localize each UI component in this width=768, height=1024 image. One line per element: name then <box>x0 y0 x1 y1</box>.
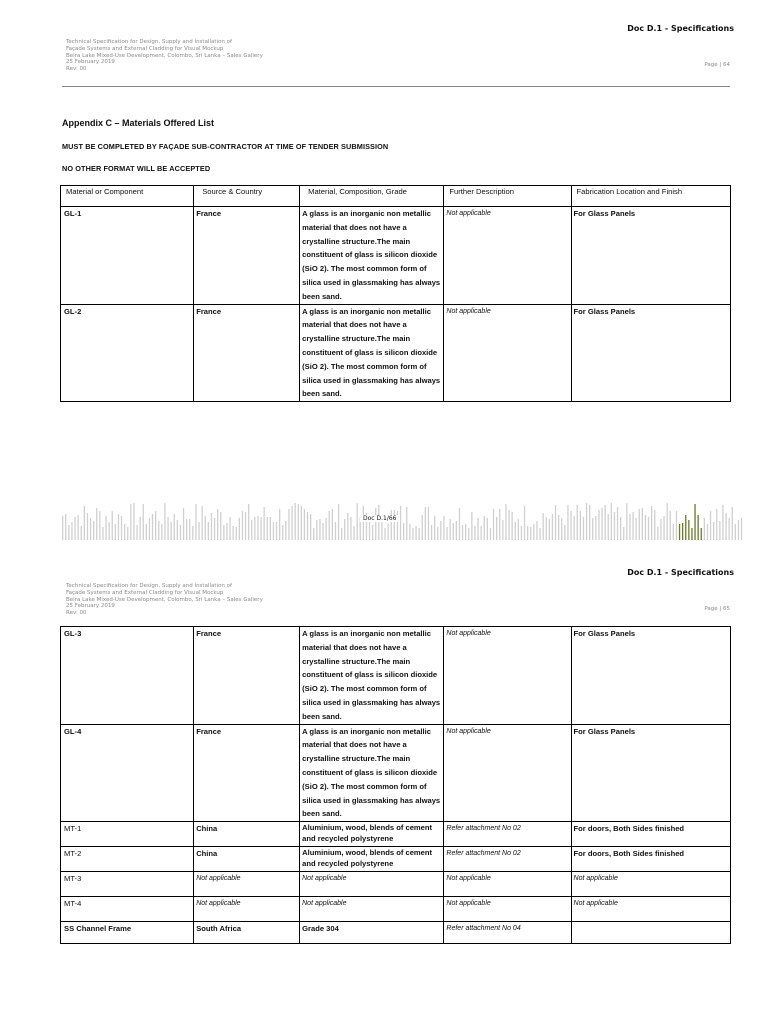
page-thumb-bar[interactable] <box>431 525 432 540</box>
page-thumb-bar[interactable] <box>632 512 633 540</box>
composition: Not applicable <box>300 872 444 897</box>
page-thumb-bar[interactable] <box>515 522 516 540</box>
page-thumb-bar[interactable] <box>211 513 212 540</box>
page-thumb-bar[interactable] <box>171 522 172 540</box>
page-thumb-bar[interactable] <box>453 523 454 540</box>
page-thumb-bar[interactable] <box>183 508 184 540</box>
composition: A glass is an inorganic non metallic material that does not have a crystalline structure.The main constituent of glass is silicon dioxide (SiO 2). The most common form of silica used in glassmaking has always been sand. <box>300 304 444 402</box>
page-thumb-bar[interactable] <box>223 525 224 540</box>
source-country: France <box>194 304 300 402</box>
page-thumb-bar[interactable] <box>592 518 593 540</box>
page-thumb-bar[interactable] <box>167 517 168 540</box>
page-thumb-bar[interactable] <box>81 526 82 540</box>
doc-title: Doc D.1 - Specifications <box>627 24 734 33</box>
page-thumb-bar[interactable] <box>99 511 100 540</box>
page-thumb-bar[interactable] <box>707 524 708 540</box>
meta-line: Technical Specification for Design, Supply and Installation of <box>66 583 232 589</box>
page-thumb-bar[interactable] <box>112 511 113 540</box>
page-thumb-bar[interactable] <box>524 506 525 540</box>
page-thumb-bar[interactable] <box>710 511 711 540</box>
meta-line: 25 February 2019 <box>66 603 115 610</box>
page-thumb-bar[interactable] <box>257 516 258 540</box>
page-thumb-bar[interactable] <box>685 515 686 540</box>
page-thumb-bar[interactable] <box>657 527 658 540</box>
page-thumb-bar[interactable] <box>722 505 723 540</box>
column-header: Material, Composition, Grade <box>300 186 444 207</box>
page-thumb-bar[interactable] <box>146 524 147 540</box>
page-thumb-bar[interactable] <box>499 509 500 540</box>
meta-line: Façade Systems and External Cladding for Visual Mockup <box>66 45 224 52</box>
page-thumb-bar[interactable] <box>264 507 265 540</box>
page-thumb-bar[interactable] <box>428 507 429 540</box>
page-thumb-bar[interactable] <box>347 513 348 540</box>
page-thumb-bar[interactable] <box>595 516 596 540</box>
page-thumb-bar[interactable] <box>152 514 153 540</box>
meta-line: Façade Systems and External Cladding for Visual Mockup <box>66 589 224 596</box>
further-description: Refer attachment No 04 <box>444 922 571 944</box>
page-thumb-bar[interactable] <box>639 509 640 540</box>
page-thumb-bar[interactable] <box>623 527 624 540</box>
page-thumb-bar[interactable] <box>273 522 274 540</box>
column-header: Material or Component <box>61 186 194 207</box>
source-country: Not applicable <box>194 872 300 897</box>
page-thumb-bar[interactable] <box>375 508 376 540</box>
page-thumb-bar[interactable] <box>109 522 110 540</box>
page-thumb-bar[interactable] <box>713 522 714 540</box>
further-description: Refer attachment No 02 <box>444 822 571 847</box>
page-number: Page | 64 <box>704 62 730 68</box>
page-thumb-bar[interactable] <box>741 518 742 540</box>
page-thumbnail-strip[interactable] <box>62 490 746 540</box>
page-thumb-bar[interactable] <box>267 517 268 540</box>
fabrication-finish: Not applicable <box>571 872 730 897</box>
page-thumb-bar[interactable] <box>446 527 447 540</box>
composition: Not applicable <box>300 897 444 922</box>
page-thumb-bar[interactable] <box>254 517 255 540</box>
page-thumb-bar[interactable] <box>440 521 441 540</box>
page-thumb-bar[interactable] <box>288 509 289 540</box>
fabrication-finish: For doors, Both Sides finished <box>571 822 730 847</box>
material-code: GL-3 <box>61 627 194 725</box>
page-thumb-bar[interactable] <box>350 517 351 540</box>
material-code: MT-2 <box>61 847 194 872</box>
page-thumb-bar[interactable] <box>130 504 131 540</box>
page-thumb-bar[interactable] <box>127 527 128 540</box>
page-thumb-bar[interactable] <box>676 511 677 540</box>
page-thumb-bar[interactable] <box>236 527 237 540</box>
page-thumb-bar[interactable] <box>502 520 503 540</box>
page-thumb-bar[interactable] <box>732 507 733 540</box>
page-thumb-bar[interactable] <box>384 528 385 540</box>
page-thumb-bar[interactable] <box>198 522 199 540</box>
page-thumb-bar[interactable] <box>462 525 463 540</box>
table-row <box>61 304 731 402</box>
page-thumb-bar[interactable] <box>164 503 165 540</box>
page-thumb-bar[interactable] <box>381 522 382 540</box>
page-thumb-bar[interactable] <box>645 515 646 540</box>
page-thumb-bar[interactable] <box>149 518 150 540</box>
page-thumb-bar[interactable] <box>558 515 559 540</box>
page-thumb-bar[interactable] <box>285 521 286 540</box>
page-thumb-bar[interactable] <box>577 505 578 540</box>
column-header: Fabrication Location and Finish <box>571 186 730 207</box>
material-code: MT-4 <box>61 897 194 922</box>
page-thumb-bar[interactable] <box>341 528 342 540</box>
page-thumb-bar[interactable] <box>543 513 544 540</box>
page-thumb-bar[interactable] <box>344 519 345 540</box>
page-number: Page | 65 <box>704 606 730 612</box>
page-thumb-bar[interactable] <box>555 505 556 540</box>
page-thumb-bar[interactable] <box>493 509 494 540</box>
page-thumb-bar[interactable] <box>583 517 584 540</box>
page-thumb-bar[interactable] <box>719 521 720 540</box>
page-thumb-bar[interactable] <box>133 503 134 540</box>
material-code: MT-3 <box>61 872 194 897</box>
table-row <box>61 627 731 725</box>
page-thumb-bar[interactable] <box>651 506 652 540</box>
page-thumb-bar[interactable] <box>738 520 739 540</box>
format-note: NO OTHER FORMAT WILL BE ACCEPTED <box>62 164 211 173</box>
page-thumb-bar[interactable] <box>437 527 438 540</box>
page-thumb-bar[interactable] <box>496 517 497 540</box>
table-row <box>61 872 731 897</box>
page-thumb-bar[interactable] <box>65 514 66 540</box>
doc-title: Doc D.1 - Specifications <box>627 568 734 577</box>
page-thumb-bar[interactable] <box>477 518 478 540</box>
page-thumb-bar[interactable] <box>561 518 562 540</box>
page-thumb-bar[interactable] <box>701 528 702 540</box>
page-thumb-bar[interactable] <box>192 526 193 540</box>
page-thumb-bar[interactable] <box>208 522 209 540</box>
page-thumb-bar[interactable] <box>229 517 230 540</box>
page-thumb-bar[interactable] <box>353 526 354 540</box>
page-thumb-bar[interactable] <box>614 512 615 540</box>
page-thumb-bar[interactable] <box>505 504 506 540</box>
page-thumb-bar[interactable] <box>598 510 599 540</box>
page-thumb-bar[interactable] <box>512 512 513 540</box>
further-description: Not applicable <box>444 724 571 822</box>
page-thumb-bar[interactable] <box>729 518 730 540</box>
page-thumb-bar[interactable] <box>549 519 550 540</box>
page-thumb-bar[interactable] <box>291 506 292 540</box>
fabrication-finish: Not applicable <box>571 897 730 922</box>
page-thumb-bar[interactable] <box>465 524 466 540</box>
page-thumb-bar[interactable] <box>490 528 491 540</box>
page-thumb-bar[interactable] <box>363 506 364 540</box>
page-thumb-bar[interactable] <box>177 520 178 540</box>
further-description: Not applicable <box>444 872 571 897</box>
page-thumb-bar[interactable] <box>409 524 410 540</box>
source-country: China <box>194 822 300 847</box>
page-thumb-bar[interactable] <box>667 503 668 540</box>
page-thumb-bar[interactable] <box>105 516 106 540</box>
page-thumb-bar[interactable] <box>143 504 144 540</box>
page-thumb-bar[interactable] <box>642 508 643 540</box>
fabrication-finish: For doors, Both Sides finished <box>571 847 730 872</box>
page-thumb-bar[interactable] <box>174 514 175 540</box>
page-thumb-bar[interactable] <box>74 517 75 540</box>
material-code: MT-1 <box>61 822 194 847</box>
page-thumb-bar[interactable] <box>589 505 590 540</box>
meta-line: Rev: 00 <box>66 66 87 73</box>
page-thumb-bar[interactable] <box>186 519 187 540</box>
table-row <box>61 724 731 822</box>
page-thumb-bar[interactable] <box>456 521 457 540</box>
further-description: Not applicable <box>444 207 571 305</box>
composition: A glass is an inorganic non metallic material that does not have a crystalline structure.The main constituent of glass is silicon dioxide (SiO 2). The most common form of silica used in glassmaking has always been sand. <box>300 724 444 822</box>
source-country: China <box>194 847 300 872</box>
source-country: France <box>194 207 300 305</box>
source-country: Not applicable <box>194 897 300 922</box>
fabrication-finish <box>571 922 730 944</box>
page-thumb-bar[interactable] <box>180 525 181 540</box>
page-thumb-bar[interactable] <box>189 519 190 540</box>
column-header: Source & Country <box>194 186 300 207</box>
fabrication-finish: For Glass Panels <box>571 724 730 822</box>
page-thumb-bar[interactable] <box>422 515 423 540</box>
page-thumb-bar[interactable] <box>580 511 581 540</box>
page-thumb-bar[interactable] <box>443 516 444 540</box>
page-thumb-bar[interactable] <box>539 528 540 540</box>
page-thumb-bar[interactable] <box>670 511 671 540</box>
page-thumb-bar[interactable] <box>217 509 218 540</box>
instruction-note: MUST BE COMPLETED BY FAÇADE SUB-CONTRACTOR AT TIME OF TENDER SUBMISSION <box>62 142 389 151</box>
page-thumb-bar[interactable] <box>570 511 571 540</box>
fabrication-finish: For Glass Panels <box>571 304 730 402</box>
page-thumb-bar[interactable] <box>313 528 314 540</box>
page-thumb-bar[interactable] <box>87 513 88 540</box>
page-thumb-bar[interactable] <box>725 513 726 540</box>
appendix-title: Appendix C – Materials Offered List <box>62 118 215 128</box>
page-thumb-bar[interactable] <box>248 504 249 540</box>
page-thumb-bar[interactable] <box>71 522 72 540</box>
meta-line: Technical Specification for Design, Supply and Installation of <box>66 39 232 45</box>
page-thumb-bar[interactable] <box>155 511 156 540</box>
header-meta <box>66 39 263 73</box>
page-thumb-bar[interactable] <box>316 520 317 540</box>
material-code: GL-1 <box>61 207 194 305</box>
page-thumb-bar[interactable] <box>282 525 283 540</box>
further-description: Not applicable <box>444 897 571 922</box>
page-thumb-bar[interactable] <box>301 506 302 540</box>
table-row <box>61 897 731 922</box>
page-thumb-bar[interactable] <box>636 518 637 540</box>
page-thumb-bar[interactable] <box>62 516 63 540</box>
page-thumb-bar[interactable] <box>310 514 311 540</box>
page-thumb-bar[interactable] <box>322 523 323 540</box>
meta-line: Beira Lake Mixed-Use Development, Colombo, Sri Lanka – Sales Gallery <box>66 52 263 59</box>
page-thumb-bar[interactable] <box>735 524 736 540</box>
page-thumb-bar[interactable] <box>508 510 509 540</box>
page-thumb-bar[interactable] <box>471 512 472 540</box>
page-thumb-bar[interactable] <box>220 512 221 540</box>
page-thumb-bar[interactable] <box>338 504 339 540</box>
page-thumb-bar[interactable] <box>704 518 705 540</box>
page-thumb-bar[interactable] <box>663 516 664 540</box>
further-description: Not applicable <box>444 627 571 725</box>
document-page-64 <box>0 0 768 445</box>
page-thumb-bar[interactable] <box>654 510 655 540</box>
page-thumb-bar[interactable] <box>270 517 271 540</box>
page-thumb-bar[interactable] <box>307 512 308 540</box>
material-code: GL-4 <box>61 724 194 822</box>
page-thumb-bar[interactable] <box>161 524 162 540</box>
page-thumb-bar[interactable] <box>121 516 122 540</box>
page-thumb-bar[interactable] <box>233 526 234 540</box>
page-thumb-bar[interactable] <box>372 525 373 540</box>
page-thumb-bar[interactable] <box>533 524 534 540</box>
page-thumb-bar[interactable] <box>329 511 330 540</box>
page-thumb-bar[interactable] <box>115 524 116 540</box>
page-thumb-bar[interactable] <box>552 514 553 540</box>
page-thumb-bar[interactable] <box>400 506 401 540</box>
page-thumb-bar[interactable] <box>521 526 522 540</box>
table-header-row <box>61 186 731 207</box>
page-thumb-bar[interactable] <box>586 503 587 540</box>
page-thumb-bar[interactable] <box>195 504 196 540</box>
page-thumb-bar[interactable] <box>682 523 683 540</box>
page-thumb-bar[interactable] <box>611 503 612 540</box>
page-thumb-bar[interactable] <box>226 523 227 540</box>
page-thumb-bar[interactable] <box>567 505 568 540</box>
meta-line: Rev: 00 <box>66 610 87 617</box>
page-thumb-bar[interactable] <box>326 518 327 540</box>
page-thumb-bar[interactable] <box>239 518 240 540</box>
source-country: France <box>194 724 300 822</box>
page-thumb-bar[interactable] <box>679 524 680 540</box>
page-thumb-bar[interactable] <box>388 524 389 540</box>
further-description: Refer attachment No 02 <box>444 847 571 872</box>
page-thumb-bar[interactable] <box>629 514 630 540</box>
page-thumb-bar[interactable] <box>403 523 404 540</box>
composition: A glass is an inorganic non metallic material that does not have a crystalline structure.The main constituent of glass is silicon dioxide (SiO 2). The most common form of silica used in glassmaking has always been sand. <box>300 207 444 305</box>
page-thumb-bar[interactable] <box>412 528 413 540</box>
page-thumb-bar[interactable] <box>626 503 627 540</box>
page-thumb-bar[interactable] <box>242 511 243 540</box>
materials-table <box>60 185 731 402</box>
page-thumb-bar[interactable] <box>608 514 609 540</box>
page-thumb-bar[interactable] <box>214 518 215 540</box>
column-header: Further Description <box>444 186 571 207</box>
page-thumb-bar[interactable] <box>93 521 94 540</box>
page-thumb-bar[interactable] <box>688 520 689 540</box>
page-thumb-bar[interactable] <box>406 507 407 540</box>
page-indicator: Doc D.1/66 <box>360 515 400 522</box>
page-thumb-bar[interactable] <box>530 527 531 540</box>
page-thumb-bar[interactable] <box>694 504 695 540</box>
composition: A glass is an inorganic non metallic material that does not have a crystalline structure.The main constituent of glass is silicon dioxide (SiO 2). The most common form of silica used in glassmaking has always been sand. <box>300 627 444 725</box>
page-thumb-bar[interactable] <box>245 512 246 540</box>
further-description: Not applicable <box>444 304 571 402</box>
page-thumb-bar[interactable] <box>102 527 103 540</box>
page-thumb-bar[interactable] <box>605 505 606 540</box>
page-thumb-bar[interactable] <box>564 525 565 540</box>
page-thumb-bar[interactable] <box>260 517 261 540</box>
page-thumb-bar[interactable] <box>205 516 206 540</box>
page-thumb-bar[interactable] <box>691 528 692 540</box>
header-rule <box>62 86 730 87</box>
page-thumb-bar[interactable] <box>332 509 333 540</box>
header-meta <box>66 583 263 617</box>
page-thumb-bar[interactable] <box>295 503 296 540</box>
page-thumb-bar[interactable] <box>425 507 426 540</box>
page-thumb-bar[interactable] <box>601 508 602 540</box>
page-thumb-bar[interactable] <box>279 509 280 540</box>
page-thumb-bar[interactable] <box>319 519 320 540</box>
table-row <box>61 847 731 872</box>
page-thumb-bar[interactable] <box>698 515 699 540</box>
page-thumb-bar[interactable] <box>546 517 547 540</box>
page-thumb-bar[interactable] <box>673 524 674 540</box>
page-thumb-bar[interactable] <box>620 517 621 540</box>
page-thumb-bar[interactable] <box>84 506 85 540</box>
page-thumb-bar[interactable] <box>124 524 125 540</box>
page-thumb-bar[interactable] <box>716 509 717 540</box>
page-thumb-bar[interactable] <box>434 516 435 540</box>
page-thumb-bar[interactable] <box>90 518 91 540</box>
source-country: France <box>194 627 300 725</box>
page-thumb-bar[interactable] <box>335 522 336 540</box>
page-thumb-bar[interactable] <box>298 504 299 540</box>
material-code: GL-2 <box>61 304 194 402</box>
page-thumb-bar[interactable] <box>468 528 469 540</box>
page-thumb-bar[interactable] <box>536 521 537 540</box>
page-thumb-bar[interactable] <box>660 519 661 540</box>
page-thumb-bar[interactable] <box>648 517 649 540</box>
table-row <box>61 207 731 305</box>
page-thumb-bar[interactable] <box>96 508 97 540</box>
page-thumb-bar[interactable] <box>251 520 252 540</box>
material-code: SS Channel Frame <box>61 922 194 944</box>
composition: Aluminium, wood, blends of cement and recycled polystyrene <box>300 847 444 872</box>
page-thumb-bar[interactable] <box>415 526 416 540</box>
page-thumb-bar[interactable] <box>487 518 488 540</box>
page-thumb-bar[interactable] <box>378 505 379 540</box>
page-thumb-bar[interactable] <box>136 525 137 540</box>
page-thumb-bar[interactable] <box>574 516 575 540</box>
page-thumb-bar[interactable] <box>304 509 305 540</box>
page-thumb-bar[interactable] <box>118 514 119 540</box>
composition: Aluminium, wood, blends of cement and recycled polystyrene <box>300 822 444 847</box>
page-thumb-bar[interactable] <box>484 516 485 540</box>
page-thumb-bar[interactable] <box>518 519 519 540</box>
page-thumb-bar[interactable] <box>276 522 277 540</box>
fabrication-finish: For Glass Panels <box>571 207 730 305</box>
page-thumb-bar[interactable] <box>419 528 420 540</box>
page-thumb-bar[interactable] <box>474 526 475 540</box>
source-country: South Africa <box>194 922 300 944</box>
page-thumb-bar[interactable] <box>527 526 528 540</box>
page-thumb-bar[interactable] <box>68 525 69 540</box>
fabrication-finish: For Glass Panels <box>571 627 730 725</box>
page-thumb-bar[interactable] <box>481 526 482 540</box>
page-thumb-bar[interactable] <box>617 507 618 540</box>
table-row <box>61 922 731 944</box>
materials-table-continued <box>60 626 731 944</box>
page-thumb-bar[interactable] <box>202 506 203 540</box>
page-thumb-bar[interactable] <box>450 519 451 540</box>
page-thumb-bar[interactable] <box>140 517 141 540</box>
meta-line: 25 February 2019 <box>66 59 115 66</box>
page-thumb-bar[interactable] <box>357 503 358 540</box>
page-thumb-bar[interactable] <box>459 508 460 540</box>
meta-line: Beira Lake Mixed-Use Development, Colombo, Sri Lanka – Sales Gallery <box>66 596 263 603</box>
composition: Grade 304 <box>300 922 444 944</box>
table-row <box>61 822 731 847</box>
page-thumb-bar[interactable] <box>78 515 79 540</box>
page-thumb-bar[interactable] <box>158 521 159 540</box>
